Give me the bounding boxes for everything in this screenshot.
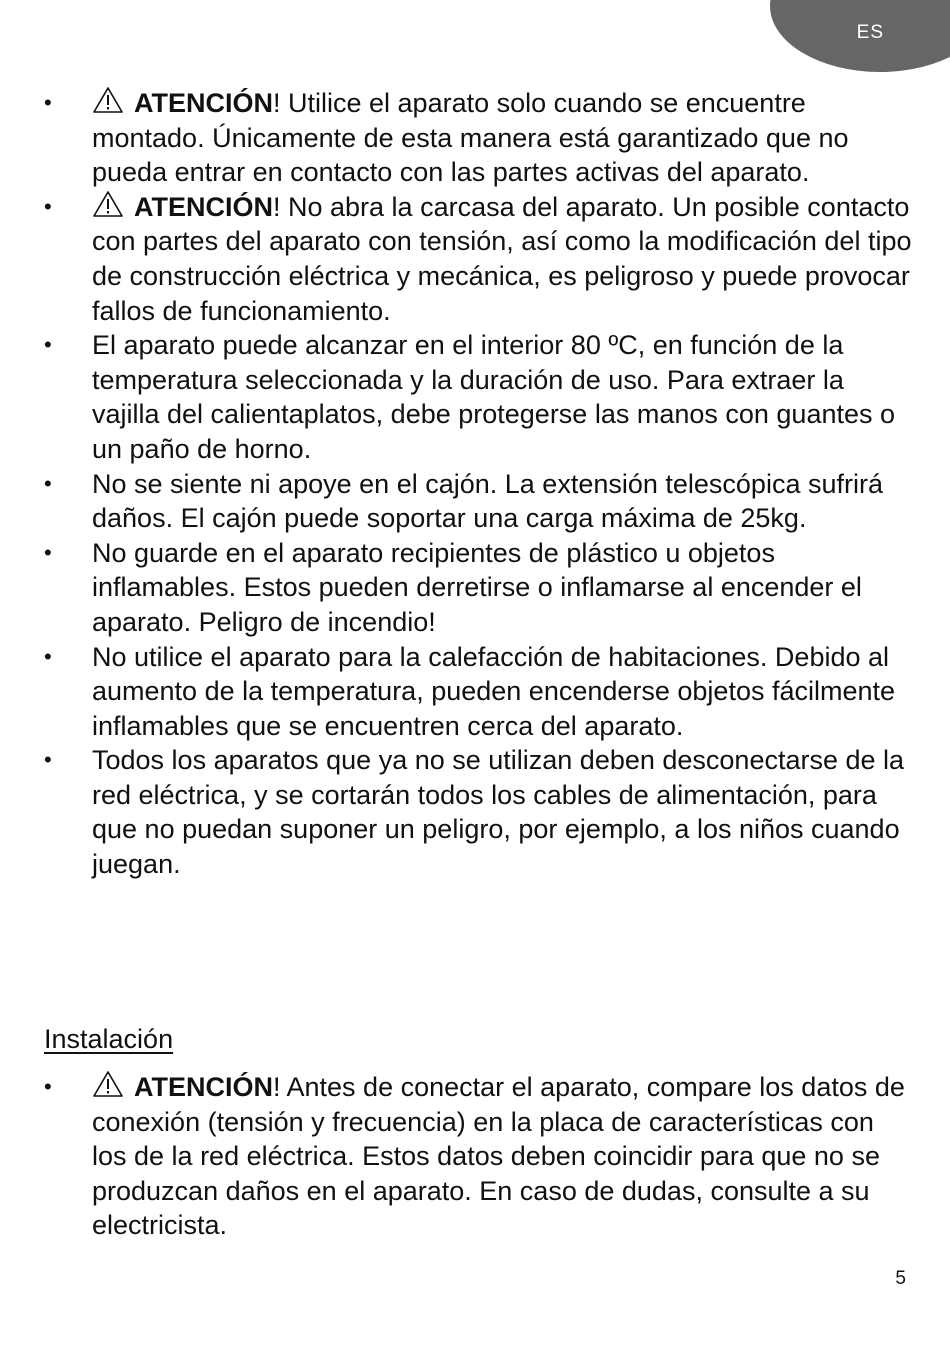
warning-label: ATENCIÓN (134, 88, 273, 118)
list-item (44, 86, 914, 190)
item-text: Todos los aparatos que ya no se utilizan deben desconectarse de la red eléctrica, y se cortarán todos los cables de alimentación, para que no puedan suponer un peligro, por ejemplo, a los niños cuando juegan. (92, 745, 905, 880)
bullet-icon: • (44, 1074, 52, 1099)
list-item (44, 640, 914, 744)
section-heading: Instalación (44, 1024, 174, 1054)
warning-triangle-icon (92, 1070, 124, 1098)
bullet-icon: • (44, 193, 52, 219)
list-item (44, 328, 914, 466)
warning-triangle-icon (92, 86, 124, 114)
list-item (44, 467, 914, 536)
language-label: ES (856, 22, 884, 43)
list-item (44, 743, 914, 881)
bullet-icon: • (44, 643, 52, 669)
warning-text: ! Utilice el aparato solo cuando se encuentre montado. Únicamente de esta manera está garantizado que no pueda entrar en contacto con las partes activas del aparato. (92, 88, 849, 188)
item-text: No guarde en el aparato recipientes de plástico u objetos inflamables. Estos pueden derretirse o inflamarse al encender el aparato. Peligro de incendio! (92, 537, 862, 637)
item-text: No se siente ni apoye en el cajón. La extensión telescópica sufrirá daños. El cajón puede soportar una carga máxima de 25kg. (92, 468, 883, 534)
warning-label: ATENCIÓN (134, 191, 273, 222)
bullet-icon: • (44, 747, 52, 773)
list-item (44, 190, 914, 328)
warning-text: ! Antes de conectar el aparato, compare los datos de conexión (tensión y frecuencia) en la placa de características con los de la red eléctrica. Estos datos deben coincidir para que no se produzcan daños en el aparato. En caso de dudas, consulte a su electricista. (92, 1072, 905, 1241)
bullet-icon: • (44, 470, 52, 496)
bullet-icon: • (44, 332, 52, 358)
installation-list (44, 1070, 914, 1243)
list-item (44, 1070, 914, 1243)
page-number: 5 (895, 1268, 906, 1289)
list-item (44, 536, 914, 640)
warning-text: ! No abra la carcasa del aparato. Un posible contacto con partes del aparato con tensión, así como la modificación del tipo de construcción eléctrica y mecánica, es peligroso y puede provocar fallos de funcionamiento. (92, 191, 912, 326)
item-text: El aparato puede alcanzar en el interior 80 ºC, en función de la temperatura seleccionada y la duración de uso. Para extraer la vajilla del calientaplatos, debe protegerse las manos con guantes o un paño de horno. (92, 330, 896, 464)
safety-list (44, 86, 914, 882)
warning-triangle-icon (92, 190, 124, 218)
bullet-icon: • (44, 539, 52, 565)
bullet-icon: • (44, 90, 52, 115)
item-text: No utilice el aparato para la calefacción de habitaciones. Debido al aumento de la temperatura, pueden encenderse objetos fácilmente inflamables que se encuentren cerca del aparato. (92, 641, 896, 741)
warning-label: ATENCIÓN (134, 1072, 273, 1102)
